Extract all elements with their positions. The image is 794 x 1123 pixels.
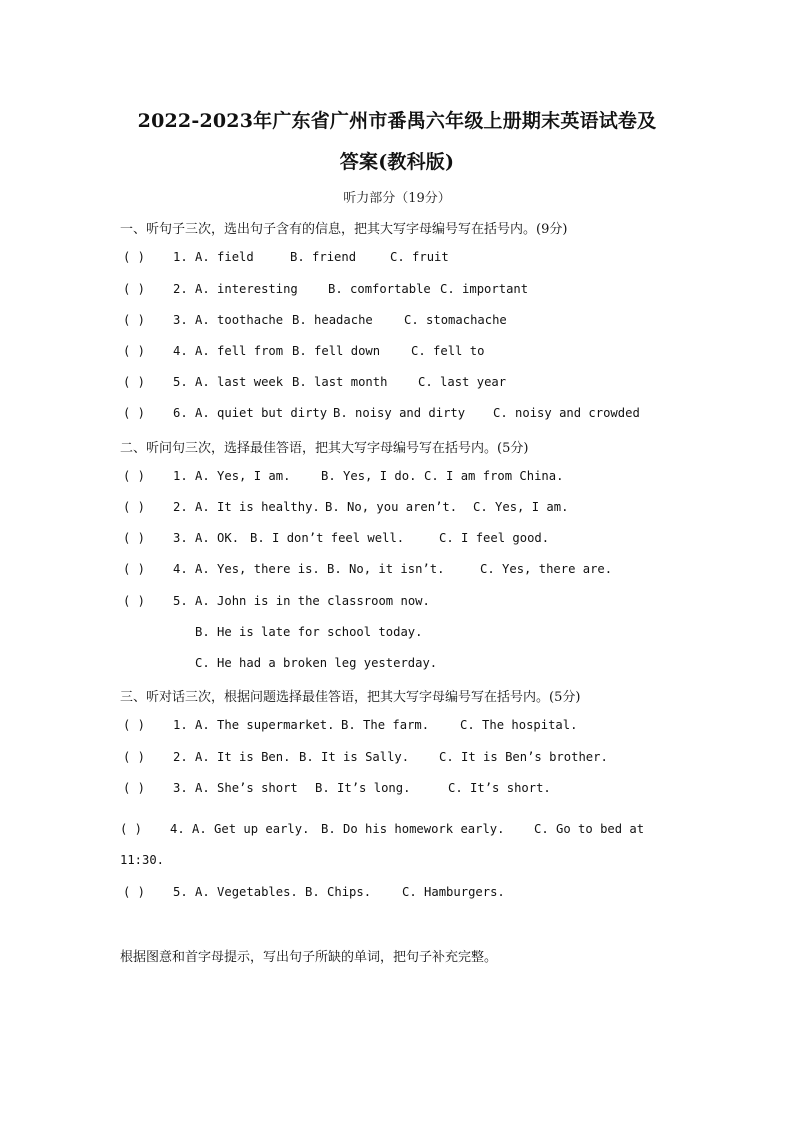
answer-blank[interactable]: ( ) xyxy=(123,282,146,296)
section3-heading: 三、听对话三次，根据问题选择最佳答语，把其大写字母编号写在括号内。(5分) xyxy=(120,690,581,705)
s2-question-1: ( ) 1. A. Yes, I am. B. Yes, I do. C. I am from China. xyxy=(123,469,564,483)
s1-question-2: ( ) 2. A. interesting B. comfortable C. important xyxy=(123,282,529,296)
s3-question-3: ( ) 3. A. She’s short B. It’s long. C. It’s short. xyxy=(123,781,551,795)
answer-blank[interactable]: ( ) xyxy=(123,885,146,899)
answer-blank[interactable]: ( ) xyxy=(123,469,146,483)
answer-blank[interactable]: ( ) xyxy=(123,594,146,608)
s1-question-5: ( ) 5. A. last week B. last month C. last year xyxy=(123,375,507,389)
section1-heading: 一、听句子三次，选出句子含有的信息，把其大写字母编号写在括号内。(9分) xyxy=(120,222,568,237)
s3-question-5: ( ) 5. A. Vegetables. B. Chips. C. Hamburgers. xyxy=(123,885,505,899)
answer-blank[interactable]: ( ) xyxy=(123,531,146,545)
answer-blank[interactable]: ( ) xyxy=(123,750,146,764)
s1-question-3: ( ) 3. A. toothache B. headache C. stomachache xyxy=(123,313,507,327)
answer-blank[interactable]: ( ) xyxy=(123,375,146,389)
answer-blank[interactable]: ( ) xyxy=(123,718,146,732)
s2-question-2: ( ) 2. A. It is healthy. B. No, you aren’t. C. Yes, I am. xyxy=(123,500,569,514)
exam-title-line2: 答案(教科版) xyxy=(339,151,455,173)
s1-question-4: ( ) 4. A. fell from B. fell down C. fell to xyxy=(123,344,485,358)
s2-question-5-option-c: C. He had a broken leg yesterday. xyxy=(195,656,438,670)
s2-question-4: ( ) 4. A. Yes, there is. B. No, it isn’t. C. Yes, there are. xyxy=(123,562,613,576)
writing-instruction: 根据图意和首字母提示，写出句子所缺的单词，把句子补充完整。 xyxy=(120,950,498,965)
section2-heading: 二、听问句三次，选择最佳答语，把其大写字母编号写在括号内。(5分) xyxy=(120,441,529,456)
s2-question-5-option-b: B. He is late for school today. xyxy=(195,625,423,639)
listening-part-label: 听力部分（19分） xyxy=(343,191,451,206)
answer-blank[interactable]: ( ) xyxy=(123,562,146,576)
exam-title-line1: 2022-2023年广东省广州市番禺六年级上册期末英语试卷及 xyxy=(137,110,657,132)
s3-question-4-wrap: 11:30. xyxy=(120,853,165,867)
answer-blank[interactable]: ( ) xyxy=(123,344,146,358)
answer-blank[interactable]: ( ) xyxy=(123,313,146,327)
answer-blank[interactable]: ( ) xyxy=(123,250,146,264)
s2-question-5: ( ) 5. A. John is in the classroom now. xyxy=(123,594,430,608)
answer-blank[interactable]: ( ) xyxy=(123,781,146,795)
answer-blank[interactable]: ( ) xyxy=(123,406,146,420)
s1-question-6: ( ) 6. A. quiet but dirty B. noisy and dirty C. noisy and crowded xyxy=(123,406,640,420)
answer-blank[interactable]: ( ) xyxy=(123,500,146,514)
s2-question-3: ( ) 3. A. OK. B. I don’t feel well. C. I feel good. xyxy=(123,531,550,545)
s3-question-1: ( ) 1. A. The supermarket. B. The farm. C. The hospital. xyxy=(123,718,578,732)
s3-question-2: ( ) 2. A. It is Ben. B. It is Sally. C. It is Ben’s brother. xyxy=(123,750,608,764)
s3-question-4: ( ) 4. A. Get up early. B. Do his homework early. C. Go to bed at xyxy=(120,822,645,836)
answer-blank[interactable]: ( ) xyxy=(120,822,143,836)
s1-question-1: ( ) 1. A. field B. friend C. fruit xyxy=(123,250,449,264)
